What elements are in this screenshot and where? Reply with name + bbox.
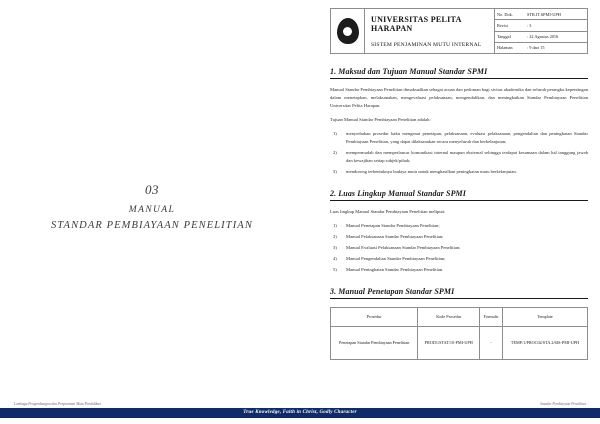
meta-label: Tanggal — [497, 34, 511, 40]
list-item: Manual Peningkatan Standar Pembiayaan Penelitian. — [346, 267, 444, 273]
eagle-crest-logo-icon — [337, 18, 359, 44]
meta-value: STR.IT.SPMI-UPH — [527, 11, 561, 17]
meta-row — [495, 32, 587, 43]
footer-motto-banner: True Knowledge, Faith in Christ, Godly Character — [0, 408, 600, 418]
cover-number: 03 — [145, 182, 159, 197]
cell-template: TEMP/1/PROC02/STA.2/6IS-PMI-UPH — [503, 327, 588, 360]
unit-name: SISTEM PENJAMINAN MUTU INTERNAL — [371, 42, 482, 49]
meta-value: : 3 — [527, 22, 532, 28]
meta-label: No. Dok. — [497, 11, 513, 17]
meta-row — [495, 43, 587, 53]
paragraph: Tujuan Manual Standar Pembiayaan Penelitian adalah: — [330, 117, 431, 123]
meta-row — [495, 9, 587, 20]
list-item: menyediakan prosedur baku mengenai penetapan, pelaksanaan, evaluasi pelaksanaan, pengendalian dan peningkatan Standar Pembiayaan Penelitian, yang dapat dilaksanakan secara menyeluruh dan berkelanjutan; — [346, 131, 588, 145]
section-heading: 1. Maksud dan Tujuan Manual Standar SPMI — [330, 67, 588, 79]
table-header-row — [331, 308, 588, 327]
footer-right-text: Standar Pembiayaan Penelitian — [540, 402, 586, 406]
cell-formulir: - — [479, 327, 502, 360]
content-panel — [330, 8, 588, 416]
list-item: mempermudah dan memperlancar komunikasi internal maupun eksternal sehingga terdapat kesamaan dalam hal tanggung jawab dan kewajiban setiap subjek/pihak; — [346, 150, 588, 164]
section-list — [330, 130, 588, 176]
section-body — [330, 208, 588, 274]
meta-label: Halaman — [497, 45, 513, 51]
column-header-formulir: Formulir — [479, 308, 502, 327]
cover-manual-label: MANUAL — [128, 205, 176, 215]
column-header-kode-prosedur: Kode Prosedur — [418, 308, 480, 327]
section-manual-penetapan — [330, 287, 588, 360]
meta-row — [495, 20, 587, 31]
list-item: Manual Evaluasi Pelaksanaan Standar Pembiayaan Penelitian; — [346, 245, 461, 251]
institution-name: UNIVERSITAS PELITA HARAPAN — [371, 14, 462, 33]
header-meta-cell — [495, 9, 587, 53]
paragraph: Luas lingkup Manual Standar Pembiayaan Penelitian meliputi: — [330, 209, 446, 215]
footer-left-text: Lembaga Pengembangan dan Penjaminan Mutu Pendidikan — [14, 402, 101, 406]
section-list — [330, 222, 588, 274]
section-heading: 3. Manual Penetapan Standar SPMI — [330, 287, 588, 299]
table-row — [331, 327, 588, 360]
list-item: mendorong terbentuknya budaya mutu untuk menghasilkan peningkatan mutu berkelanjutan. — [346, 169, 517, 175]
cover-block — [0, 182, 304, 231]
meta-label: Revisi — [497, 22, 508, 28]
section-body — [330, 86, 588, 176]
prosedur-table — [330, 307, 588, 360]
paragraph: Manual Standar Pembiayaan Penelitian dimaksudkan sebagai acuan dan pedoman bagi sivitas akademika dan seluruh perangku kepentingan dalam menetapkan, melaksanakan, mengevaluasi pelaksanaan, mengendalikan, dan meningkatkan Standar Pembiayaan Penelitian Universitas Pelita Harapan. — [330, 87, 588, 109]
meta-value: : 22 Agustus 2016 — [527, 34, 559, 40]
list-item: Manual Penetapan Standar Pembiayaan Penelitian; — [346, 223, 440, 229]
list-item: Manual Pengendalian Standar Pembiayaan Penelitian; — [346, 256, 446, 262]
logo-cell — [331, 9, 365, 53]
section-heading: 2. Luas Lingkup Manual Standar SPMI — [330, 189, 588, 201]
section-maksud-tujuan — [330, 67, 588, 176]
column-header-template: Template — [503, 308, 588, 327]
header-title-cell — [365, 9, 495, 53]
section-luas-lingkup — [330, 189, 588, 274]
cell-prosedur: Penetapan Standar Pembiayaan Penelitian — [331, 327, 418, 360]
page-footer — [0, 402, 600, 418]
cover-title: STANDAR PEMBIAYAAN PENELITIAN — [51, 220, 253, 231]
list-item: Manual Pelaksanaan Standar Pembiayaan Penelitian; — [346, 234, 444, 240]
cell-kode-prosedur: PROD1/STAT/10-PMI-UPH — [418, 327, 480, 360]
meta-value: : 9 dari 15 — [527, 45, 545, 51]
document-header — [330, 8, 588, 54]
column-header-prosedur: Prosedur — [331, 308, 418, 327]
